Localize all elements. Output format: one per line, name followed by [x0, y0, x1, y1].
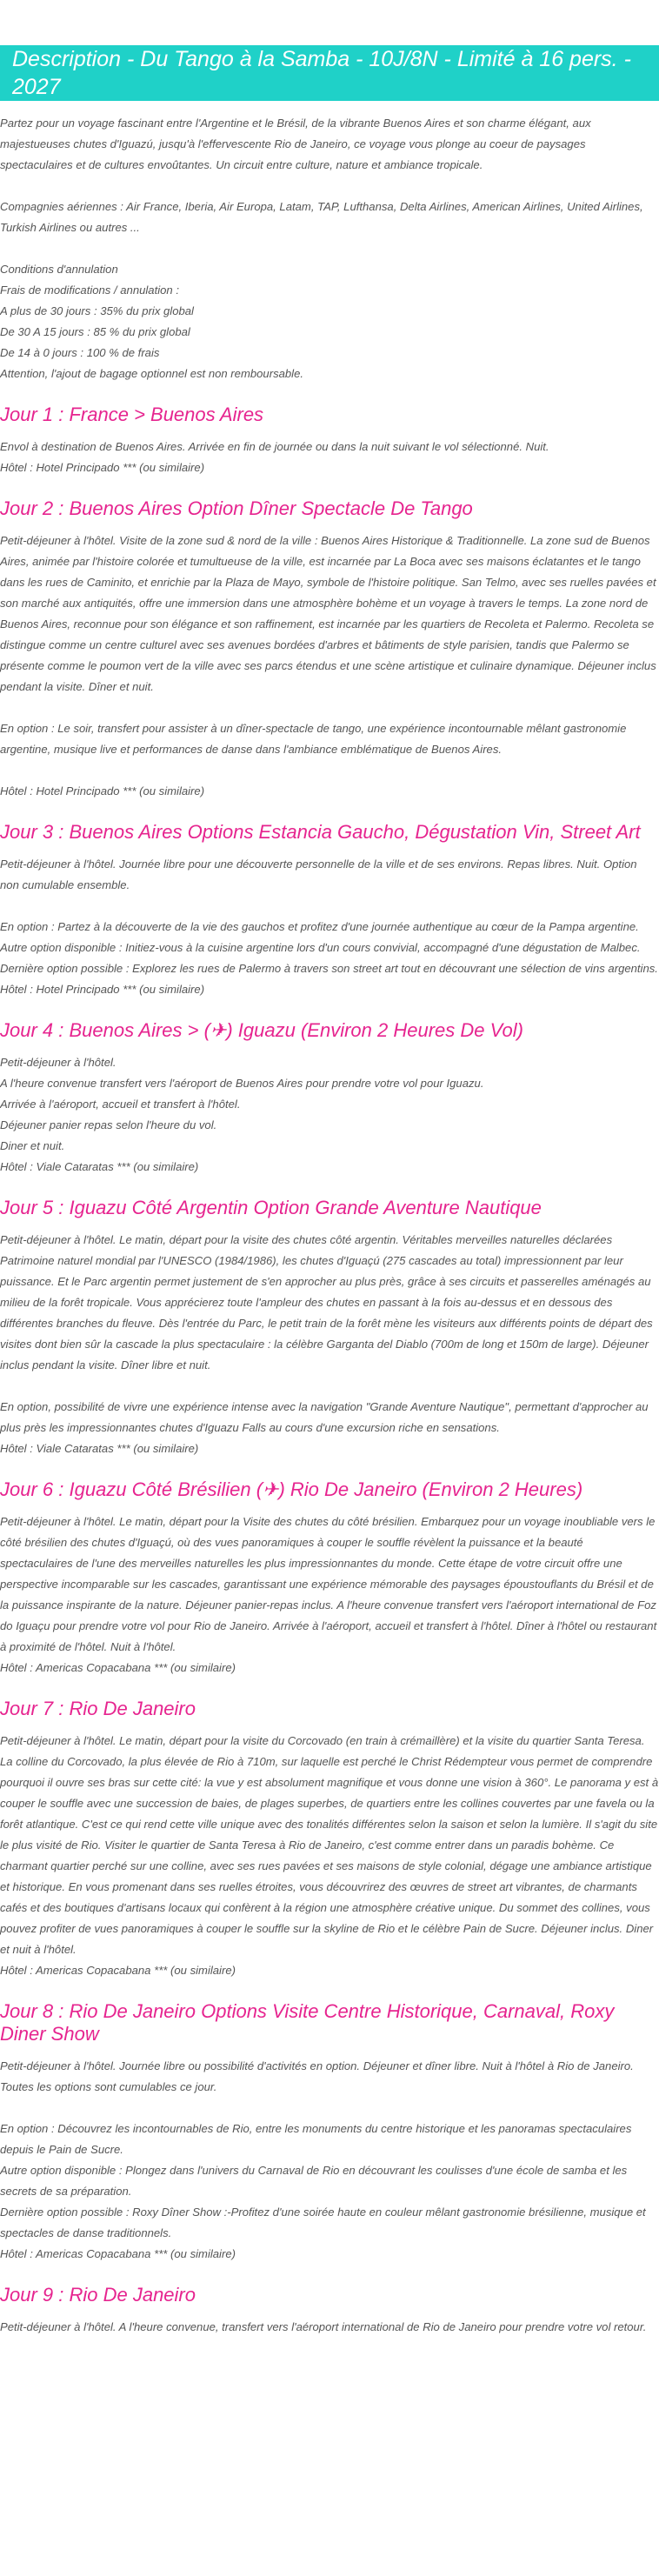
banner-title: Description - Du Tango à la Samba - 10J/8N - Limité à 16 pers. - 2027 [12, 47, 631, 99]
day-text-line: Autre option disponible : Plongez dans l'univers du Carnaval de Rio en découvrant les coulisses d'une école de samba et les secrets de sa préparation. [0, 2164, 628, 2198]
day-section [0, 2265, 659, 2338]
page [0, 45, 659, 2338]
day-text-line: Petit-déjeuner à l'hôtel. Le matin, départ pour la Visite des chutes du côté brésilien. Embarquez pour un voyage inoubliable vers le côté brésilien des chutes d'Iguaçú, où des vues panoramiques à couper le souffle révèlent la puissance et la beauté spectaculaires de l'une des merveilles naturelles les plus impressionnantes du monde. Cette étape de votre circuit offre une perspective incomparable sur les cascades, garantissant une expérience mémorable des paysages époustouflants du Brésil et de la puissance inspirante de la nature. Déjeuner panier-repas inclus. A l'heure convenue transfert vers l'aéroport international de Foz do Iguaçu pour prendre votre vol pour Rio de Janeiro. Arrivée à l'aéroport, accueil et transfert à l'hôtel. Dîner à l'hôtel ou restaurant à proximité de l'hôtel. Nuit à l'hôtel. [0, 1515, 657, 1653]
day-text-line: Petit-déjeuner à l'hôtel. Journée libre pour une découverte personnelle de la ville et de ses environs. Repas libres. Nuit. Option non cumulable ensemble. [0, 858, 637, 891]
day-section [0, 1459, 659, 1678]
day-text-line: Petit-déjeuner à l'hôtel. A l'heure convenue, transfert vers l'aéroport international de Rio de Janeiro pour prendre votre vol retour. [0, 2320, 647, 2333]
itinerary-days [0, 384, 659, 2338]
day-paragraph [0, 917, 659, 1000]
day-title: Jour 8 : Rio De Janeiro Options Visite Centre Historique, Carnaval, Roxy Diner Show [0, 2000, 615, 2045]
day-text-line: A l'heure convenue transfert vers l'aéroport de Buenos Aires pour prendre votre vol pour Iguazu. [0, 1077, 484, 1090]
day-paragraph [0, 2317, 659, 2338]
day-paragraph [0, 1230, 659, 1376]
condition-line: De 30 A 15 jours : 85 % du prix global [0, 325, 190, 338]
day-text-line: Dernière option possible : Roxy Dîner Show :-Profitez d'une soirée haute en couleur mêlant gastronomie brésilienne, musique et spectacles de danse traditionnels. [0, 2206, 646, 2239]
day-paragraph [0, 2119, 659, 2265]
day-title: Jour 1 : France > Buenos Aires [0, 404, 264, 425]
day-paragraph [0, 1397, 659, 1459]
day-text-line: Hôtel : Americas Copacabana *** (ou similaire) [0, 2247, 236, 2260]
day-text-line: Hôtel : Viale Cataratas *** (ou similaire) [0, 1160, 199, 1173]
day-paragraph [0, 531, 659, 697]
day-text-line: Petit-déjeuner à l'hôtel. Journée libre ou possibilité d'activités en option. Déjeuner et dîner libre. Nuit à l'hôtel à Rio de Janeiro. Toutes les options sont cumulables ce jour. [0, 2059, 634, 2093]
day-paragraph [0, 2056, 659, 2098]
airlines-text: Compagnies aériennes : Air France, Iberia, Air Europa, Latam, TAP, Lufthansa, Delta Airlines, American Airlines, United Airlines, Turkish Airlines ou autres ... [0, 200, 643, 234]
day-title: Jour 2 : Buenos Aires Option Dîner Spectacle De Tango [0, 497, 473, 519]
day-text-line: En option : Le soir, transfert pour assister à un dîner-spectacle de tango, une expérience incontournable mêlant gastronomie argentine, musique live et performances de danse dans l'ambiance emblématique de Buenos Aires. [0, 722, 627, 756]
day-paragraph [0, 781, 659, 802]
condition-line: De 14 à 0 jours : 100 % de frais [0, 346, 160, 359]
description-banner [0, 45, 659, 101]
day-section [0, 1000, 659, 1178]
day-text-line: En option : Découvrez les incontournables de Rio, entre les monuments du centre historique et les panoramas spectaculaires depuis le Pain de Sucre. [0, 2122, 632, 2156]
day-text-line: Hôtel : Hotel Principado *** (ou similaire) [0, 461, 205, 474]
day-title: Jour 7 : Rio De Janeiro [0, 1698, 196, 1719]
day-text-line: Envol à destination de Buenos Aires. Arrivée en fin de journée ou dans la nuit suivant le vol sélectionné. Nuit. [0, 440, 549, 453]
day-paragraph [0, 437, 659, 478]
day-section [0, 802, 659, 1000]
day-title: Jour 3 : Buenos Aires Options Estancia Gaucho, Dégustation Vin, Street Art [0, 821, 641, 843]
day-text-line: Petit-déjeuner à l'hôtel. Visite de la zone sud & nord de la ville : Buenos Aires Historique & Traditionnelle. La zone sud de Buenos Aires, animée par l'histoire colorée et tumultueuse de la ville, est incarnée par La Boca avec ses maisons éclatantes et le tango dans les rues de Caminito, et enrichie par la Plaza de Mayo, symbole de l'histoire politique. San Telmo, avec ses ruelles pavées et son marché aux antiquités, offre une immersion dans une atmosphère bohème et un voyage à travers le temps. La zone nord de Buenos Aires, reconnue pour son élégance et son raffinement, est incarnée par les quartiers de Recoleta et Palermo. Recoleta se distingue comme un centre culturel avec ses avenues bordées d'arbres et bâtiments de style parisien, tandis que Palermo se présente comme le poumon vert de la ville avec ses parcs étendus et une scène artistique et culinaire dynamique. Déjeuner inclus pendant la visite. Dîner et nuit. [0, 534, 656, 693]
day-section [0, 1678, 659, 1981]
condition-line: Attention, l'ajout de bagage optionnel est non remboursable. [0, 367, 304, 380]
condition-line: A plus de 30 jours : 35% du prix global [0, 304, 194, 317]
day-text-line: En option, possibilité de vivre une expérience intense avec la navigation "Grande Aventure Nautique", permettant d'approcher au plus près les impressionnantes chutes d'Iguazu Falls au cours d'une excursion riche en sensations. [0, 1400, 649, 1434]
day-title: Jour 6 : Iguazu Côté Brésilien (✈) Rio De Janeiro (Environ 2 Heures) [0, 1478, 583, 1500]
day-title: Jour 9 : Rio De Janeiro [0, 2284, 196, 2306]
day-text-line: Dernière option possible : Explorez les rues de Palermo à travers son street art tout en découvrant une sélection de vins argentins. [0, 962, 658, 975]
day-text-line: Petit-déjeuner à l'hôtel. [0, 1056, 116, 1069]
description-content [0, 101, 659, 2338]
day-text-line: Hôtel : Americas Copacabana *** (ou similaire) [0, 1661, 236, 1674]
cancellation-conditions [0, 259, 659, 384]
day-text-line: Déjeuner panier repas selon l'heure du vol. [0, 1118, 217, 1131]
intro-text: Partez pour un voyage fascinant entre l'Argentine et le Brésil, de la vibrante Buenos Aires et son charme élégant, aux majestueuses chutes d'Iguazú, jusqu'à l'effervescente Rio de Janeiro, ce voyage vous plonge au coeur de paysages spectaculaires et de cultures envoûtantes. Un circuit entre culture, nature et ambiance tropicale. [0, 117, 591, 171]
day-paragraph [0, 1512, 659, 1678]
day-paragraph [0, 854, 659, 896]
day-text-line: Arrivée à l'aéroport, accueil et transfert à l'hôtel. [0, 1098, 241, 1111]
day-paragraph [0, 1731, 659, 1981]
day-text-line: Petit-déjeuner à l'hôtel. Le matin, départ pour la visite des chutes côté argentin. Véritables merveilles naturelles déclarées Patrimoine naturel mondial par l'UNESCO (1984/1986), les chutes d'Iguaçú (275 cascades au total) impressionnent par leur puissance. Et le Parc argentin permet justement de s'en approcher au plus près, grâce à ses circuits et passerelles aménagés au milieu de la forêt tropicale. Vous apprécierez toute l'ampleur des chutes en passant à la fois au-dessus et en dessous des différentes branches du fleuve. Dès l'entrée du Parc, le petit train de la forêt mène les visiteurs aux différents points de départ des visites dont bien sûr la cascade la plus spectaculaire : la célèbre Garganta del Diablo (700m de long et 150m de large). Déjeuner inclus pendant la visite. Dîner libre et nuit. [0, 1233, 653, 1371]
day-text-line: Hôtel : Americas Copacabana *** (ou similaire) [0, 1964, 236, 1977]
day-paragraph [0, 1052, 659, 1178]
day-section [0, 1178, 659, 1459]
condition-line: Frais de modifications / annulation : [0, 284, 179, 297]
condition-line: Conditions d'annulation [0, 263, 118, 276]
day-title: Jour 4 : Buenos Aires > (✈) Iguazu (Environ 2 Heures De Vol) [0, 1019, 523, 1041]
day-title: Jour 5 : Iguazu Côté Argentin Option Grande Aventure Nautique [0, 1197, 542, 1218]
day-text-line: En option : Partez à la découverte de la vie des gauchos et profitez d'une journée authentique au cœur de la Pampa argentine. [0, 920, 639, 933]
day-text-line: Hôtel : Hotel Principado *** (ou similaire) [0, 983, 205, 996]
day-text-line: Autre option disponible : Initiez-vous à la cuisine argentine lors d'un cours convivial, accompagné d'une dégustation de Malbec. [0, 941, 641, 954]
day-text-line: Hôtel : Viale Cataratas *** (ou similaire) [0, 1442, 199, 1455]
day-text-line: Petit-déjeuner à l'hôtel. Le matin, départ pour la visite du Corcovado (en train à crémaillère) et la visite du quartier Santa Teresa. La colline du Corcovado, la plus élevée de Rio à 710m, sur laquelle est perché le Christ Rédempteur vous permet de comprendre pourquoi il ouvre ses bras sur cette cité: la vue y est absolument magnifique et vous donne une vision à 360°. Le panorama y est à couper le souffle avec une succession de baies, de plages superbes, de quartiers entre les collines couvertes par une favela ou la forêt atlantique. C'est ce qui rend cette ville unique avec des tonalités différentes selon la saison et selon la lumière. Il s'agit du site le plus visité de Rio. Visiter le quartier de Santa Teresa à Rio de Janeiro, c'est comme entrer dans un paradis bohème. Ce charmant quartier perché sur une colline, avec ses rues pavées et ses maisons de style colonial, dégage une ambiance artistique et historique. En vous promenant dans ses ruelles étroites, vous découvrirez des œuvres de street art vibrantes, de charmants cafés et des boutiques d'artisans locaux qui confèrent à la région une atmosphère créative unique. Du sommet des collines, vous pouvez profiter de vues panoramiques à couper le souffle sur la skyline de Rio et le célèbre Pain de Sucre. Déjeuner inclus. Diner et nuit à l'hôtel. [0, 1734, 659, 1956]
day-paragraph [0, 718, 659, 760]
day-section [0, 384, 659, 478]
day-section [0, 478, 659, 802]
day-text-line: Diner et nuit. [0, 1139, 65, 1152]
day-text-line: Hôtel : Hotel Principado *** (ou similaire) [0, 784, 205, 797]
day-section [0, 1981, 659, 2265]
